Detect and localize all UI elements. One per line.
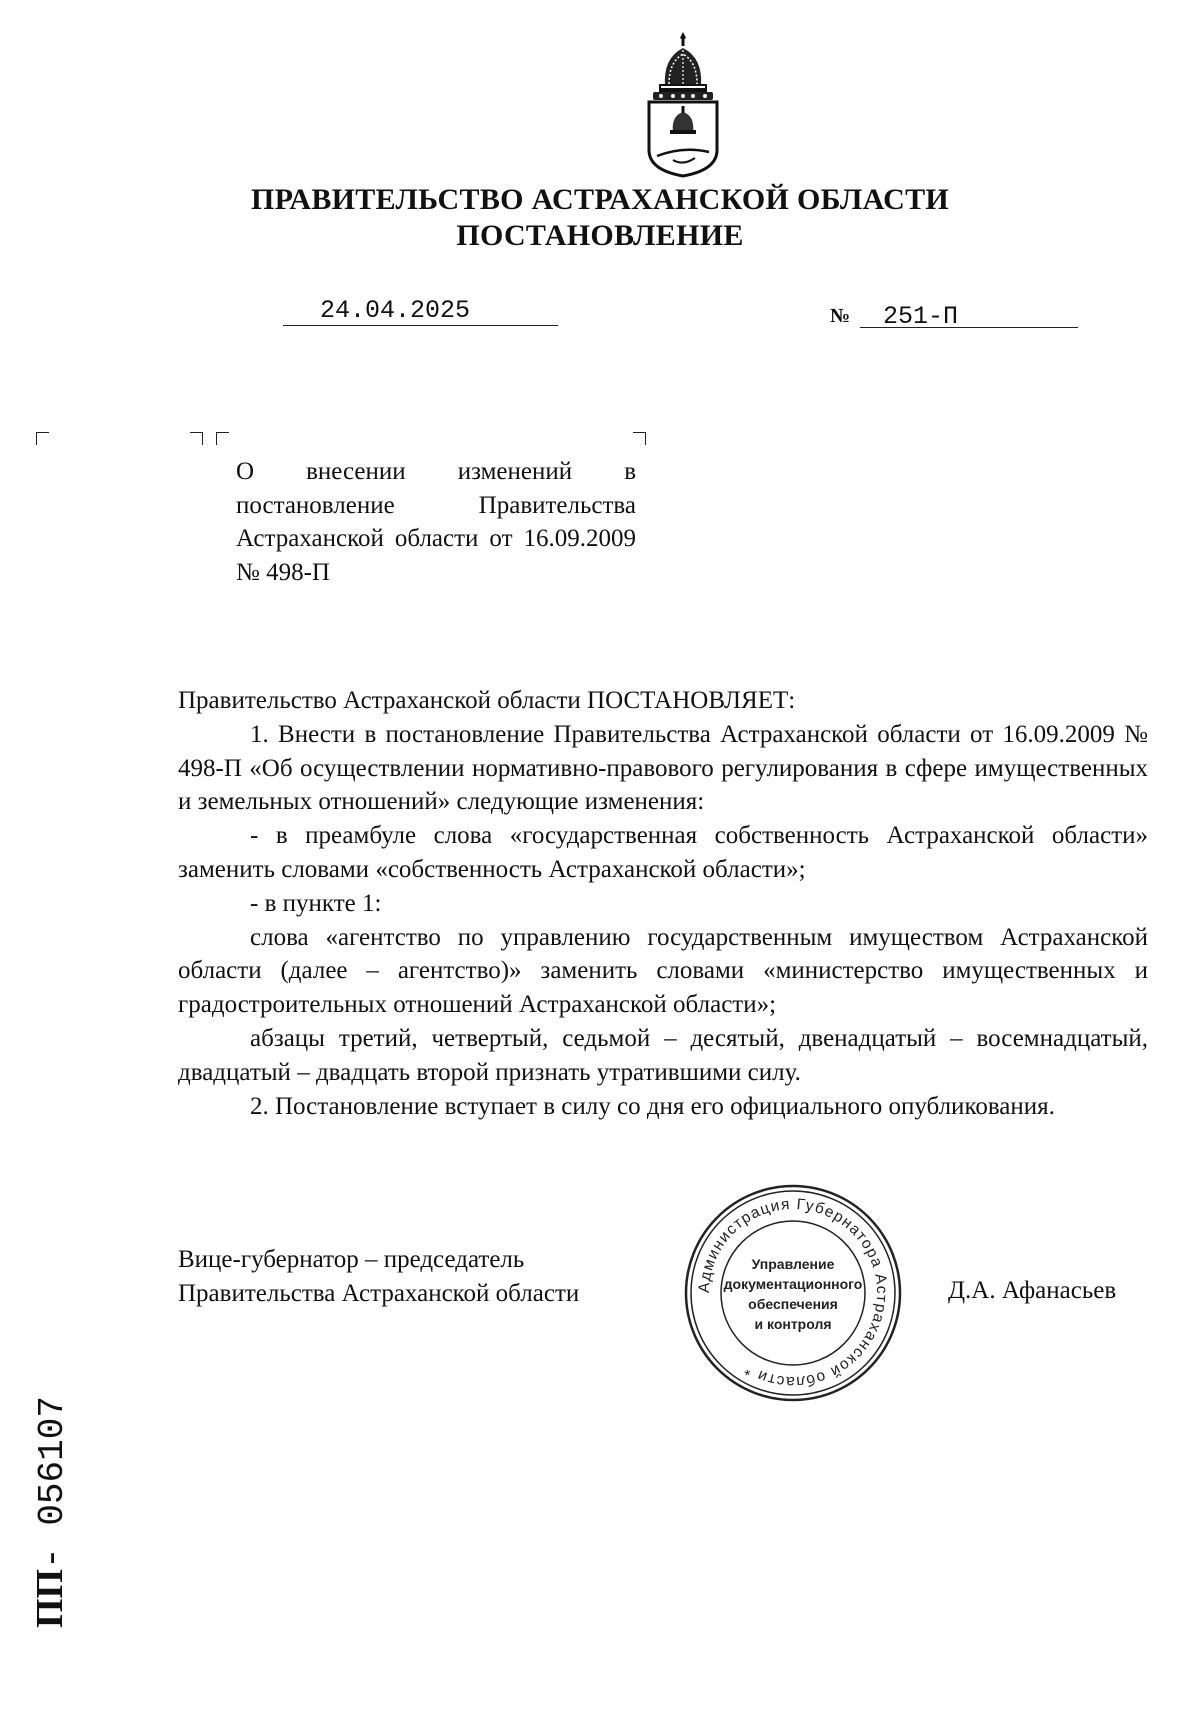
organization-title: ПРАВИТЕЛЬСТВО АСТРАХАНСКОЙ ОБЛАСТИ (250, 183, 950, 216)
stamp-center-line-4: и контроля (754, 1316, 832, 1332)
stamp-center-line-1: Управление (751, 1256, 835, 1272)
serial-prefix: ПП (29, 1568, 71, 1628)
body-paragraph-3: - в пункте 1: (250, 889, 382, 917)
document-body (178, 684, 1148, 1123)
body-intro: Правительство Астраханской области ПОСТАНОВЛЯЕТ: (178, 687, 796, 714)
number-underline (860, 327, 1078, 328)
coat-of-arms-emblem (643, 28, 723, 178)
stamp-ring-text: Администрация Губернатора Астраханской области * (695, 1195, 891, 1391)
document-date: 24.04.2025 (320, 296, 471, 325)
corner-mark (190, 432, 203, 445)
stamp-center-line-2: документационного (723, 1276, 863, 1292)
signatory-title (178, 1243, 579, 1310)
document-number: 251-П (883, 302, 959, 331)
date-underline (283, 325, 558, 326)
svg-text:Администрация Губернатора Астр (696, 1196, 890, 1390)
stamp-center-line-3: обеспечения (748, 1296, 838, 1312)
serial-number: - 056107 (32, 1396, 73, 1569)
body-paragraph-1: 1. Внести в постановление Правительства Астраханской области от 16.09.2009 № 498-П «Об осуществлении нормативно-правового регулирования в сфере имущественных и земельных отношений» следующие изменения: (178, 720, 1148, 816)
official-stamp (683, 1183, 903, 1403)
corner-mark (36, 432, 49, 445)
body-paragraph-5: абзацы третий, четвертый, седьмой – десятый, двенадцатый – восемнадцатый, двадцатый – двадцать второй признать утратившими силу. (178, 1024, 1148, 1086)
body-paragraph-4: слова «агентство по управлению государственным имуществом Астраханской области (далее – агентство)» заменить словами «министерство имущественных и градостроительных отношений Астраханской области»; (178, 923, 1148, 1019)
corner-mark (633, 432, 646, 445)
signatory-title-line-2: Правительства Астраханской области (178, 1279, 580, 1307)
body-paragraph-6: 2. Постановление вступает в силу со дня его официального опубликования. (250, 1092, 1055, 1120)
number-sign: № (830, 305, 851, 327)
form-serial-number (28, 1368, 84, 1628)
signatory-name: Д.А. Афанасьев (948, 1277, 1117, 1304)
corner-mark (216, 432, 229, 445)
document-subject: О внесении изменений в постановление Правительства Астраханской области от 16.09.2009 № 498-П (236, 458, 636, 586)
body-paragraph-2: - в преамбуле слова «государственная собственность Астраханской области» заменить словами «собственность Астраханской области»; (178, 822, 1148, 883)
document-type-title: ПОСТАНОВЛЕНИЕ (456, 219, 744, 252)
signatory-title-line-1: Вице-губернатор – председатель (178, 1246, 525, 1273)
